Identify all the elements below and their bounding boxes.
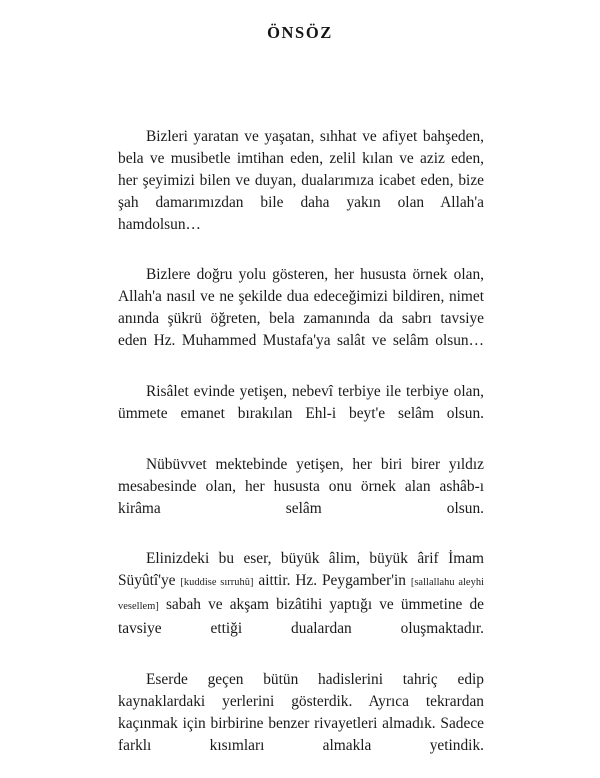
paragraph-5-body-3: sabah ve akşam bizâtihi yaptığı ve ümmetine de tavsiye ettiği dualardan oluşmaktadır. — [118, 596, 484, 638]
paragraph-2: Bizlere doğru yolu gösteren, her hususta örnek olan, Allah'a nasıl ve ne şekilde dua edeceğimizi bildiren, nimet anında şükrü öğreten, bela zamanında da sabrı tavsiye eden Hz. Muhammed Mustafa'ya salât ve selâm olsun… — [118, 266, 484, 350]
paragraph-5 — [118, 548, 484, 662]
honorific-kuddise-sirruhu: [kuddise sırruhû] — [180, 577, 254, 589]
body-text-column — [118, 126, 484, 778]
honorific-sallallahu-aleyhi-vesellem: [sallallahu aleyhi vesellem] — [118, 577, 485, 613]
page-title: ÖNSÖZ — [267, 23, 333, 43]
paragraph-5-body-1: Elinizdeki bu eser, büyük âlim, büyük ârif İmam Süyûtî'ye — [118, 550, 484, 590]
paragraph-6: Eserde geçen bütün hadislerini tahriç edip kaynaklardaki yerlerini gösterdik. Ayrıca tekrardan kaçınmak için birbirine benzer rivayetleri almadık. Sadece farklı kısımları almakla yetindik. — [118, 670, 484, 754]
paragraph-1: Bizleri yaratan ve yaşatan, sıhhat ve afiyet bahşeden, bela ve musibetle imtihan eden, zelil kılan ve aziz eden, her şeyimizi bilen ve duyan, dualarımıza icabet eden, bize şah damarımızdan bile daha yakın olan Allah'a hamdolsun… — [118, 128, 484, 233]
paragraph-5-body-2: aittir. Hz. Peygamber'in — [253, 572, 411, 590]
paragraph-4: Nübüvvet mektebinde yetişen, her biri birer yıldız mesabesinde olan, her hususta onu örnek alan ashâb-ı kirâma selâm olsun. — [118, 455, 484, 517]
paragraph-3: Risâlet evinde yetişen, nebevî terbiye ile terbiye olan, ümmete emanet bırakılan Ehl-i beyt'e selâm olsun. — [118, 382, 484, 422]
